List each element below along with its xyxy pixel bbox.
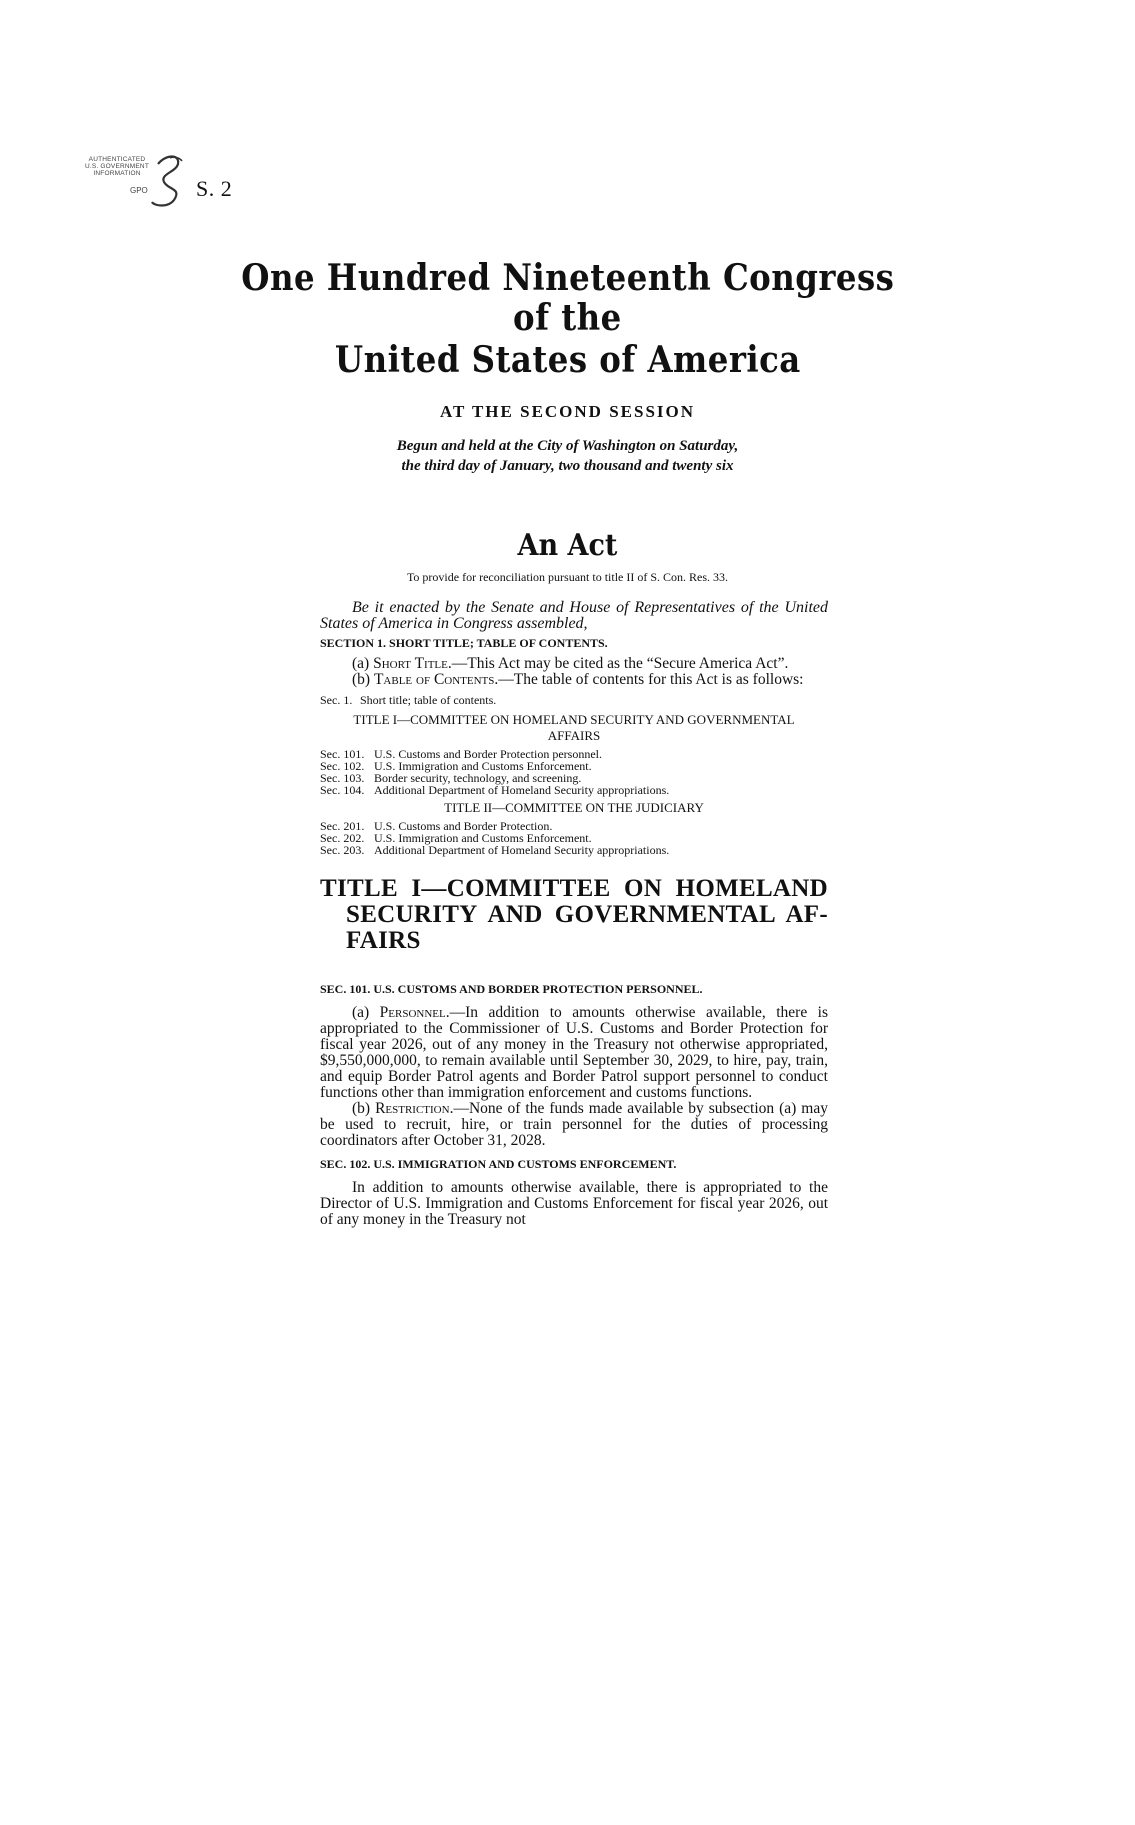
session-heading: AT THE SECOND SESSION xyxy=(439,402,696,421)
seal-line-3: INFORMATION xyxy=(93,170,141,177)
begun-line-2: the third day of January, two thousand and twenty six xyxy=(401,458,734,474)
seal-gpo-label: GPO xyxy=(130,186,148,195)
section-1-b: (b) Table of Contents.—The table of contents for this Act is as follows: xyxy=(352,671,804,688)
seal-line-1: AUTHENTICATED xyxy=(88,156,146,163)
toc-entry: Sec. 201. U.S. Customs and Border Protection. xyxy=(320,819,553,833)
toc-title-1-line-2: AFFAIRS xyxy=(547,728,601,743)
toc-title-1-line-1: TITLE I—COMMITTEE ON HOMELAND SECURITY AND GOVERNMENTAL xyxy=(353,712,795,727)
section-102-text: In addition to amounts otherwise available, there is appropriated to the Director of U.S. Immigration and Customs Enforcement for fiscal year 2026, out of any money in the Treasury not xyxy=(320,1179,828,1228)
act-body xyxy=(320,600,828,1228)
title-1-heading: TITLE I—COMMITTEE ON HOMELAND SECURITY AND GOVERNMENTAL AF- FAIRS xyxy=(320,875,828,954)
toc-entry: Sec. 101. U.S. Customs and Border Protection personnel. xyxy=(320,747,602,761)
section-101-a: (a) Personnel.—In addition to amounts otherwise available, there is appropriated to the Commissioner of U.S. Customs and Border Protection for fiscal year 2026, out of any money in the Treasury not otherwise appropriated, $9,550,000,000, to remain available until September 30, 2029, to hire, pay, train, and equip Border Patrol agents and Border Patrol support personnel to conduct functions other than immigration enforcement and customs functions. xyxy=(320,1004,829,1101)
seal-line-2: U.S. GOVERNMENT xyxy=(84,163,150,170)
section-1-a: (a) Short Title.—This Act may be cited as the “Secure America Act”. xyxy=(352,655,789,672)
table-of-contents xyxy=(320,694,828,856)
enacting-clause: Be it enacted by the Senate and House of Representatives of the United States of America in Congress assembled, xyxy=(320,599,828,632)
toc-entry: Sec. 1. Short title; table of contents. xyxy=(320,693,497,707)
congress-line-2: of the xyxy=(513,297,622,339)
personnel-label: Personnel xyxy=(379,1004,446,1021)
act-heading: An Act xyxy=(517,528,618,563)
restriction-label: Restriction xyxy=(375,1100,450,1117)
eagle-icon xyxy=(148,152,184,210)
toc-entry: Sec. 103. Border security, technology, and screening. xyxy=(320,771,582,785)
short-title-label: Short Title xyxy=(373,655,448,672)
section-1-heading: SECTION 1. SHORT TITLE; TABLE OF CONTENTS. xyxy=(320,636,608,650)
congress-line-3: United States of America xyxy=(334,339,801,381)
begun-statement xyxy=(0,436,1135,476)
congress-line-1: One Hundred Nineteenth Congress xyxy=(240,257,895,299)
bill-number: S. 2 xyxy=(196,176,233,201)
toc-entry: Sec. 104. Additional Department of Homeland Security appropriations. xyxy=(320,783,670,797)
toc-entry: Sec. 202. U.S. Immigration and Customs Enforcement. xyxy=(320,831,592,845)
section-101-b: (b) Restriction.—None of the funds made available by subsection (a) may be used to recruit, hire, or train personnel for the duties of processing coordinators after October 31, 2028. xyxy=(320,1100,828,1149)
toc-entry: Sec. 203. Additional Department of Homeland Security appropriations. xyxy=(320,843,670,857)
table-of-contents-label: Table of Contents xyxy=(373,671,495,688)
section-101-heading: SEC. 101. U.S. CUSTOMS AND BORDER PROTECTION PERSONNEL. xyxy=(320,982,703,996)
gpo-authentication-seal xyxy=(82,152,187,212)
begun-line-1: Begun and held at the City of Washington on Saturday, xyxy=(396,438,739,454)
toc-entry: Sec. 102. U.S. Immigration and Customs Enforcement. xyxy=(320,759,592,773)
section-102-heading: SEC. 102. U.S. IMMIGRATION AND CUSTOMS ENFORCEMENT. xyxy=(320,1157,677,1171)
act-purpose: To provide for reconciliation pursuant to title II of S. Con. Res. 33. xyxy=(406,570,729,584)
toc-title-2: TITLE II—COMMITTEE ON THE JUDICIARY xyxy=(444,800,704,815)
